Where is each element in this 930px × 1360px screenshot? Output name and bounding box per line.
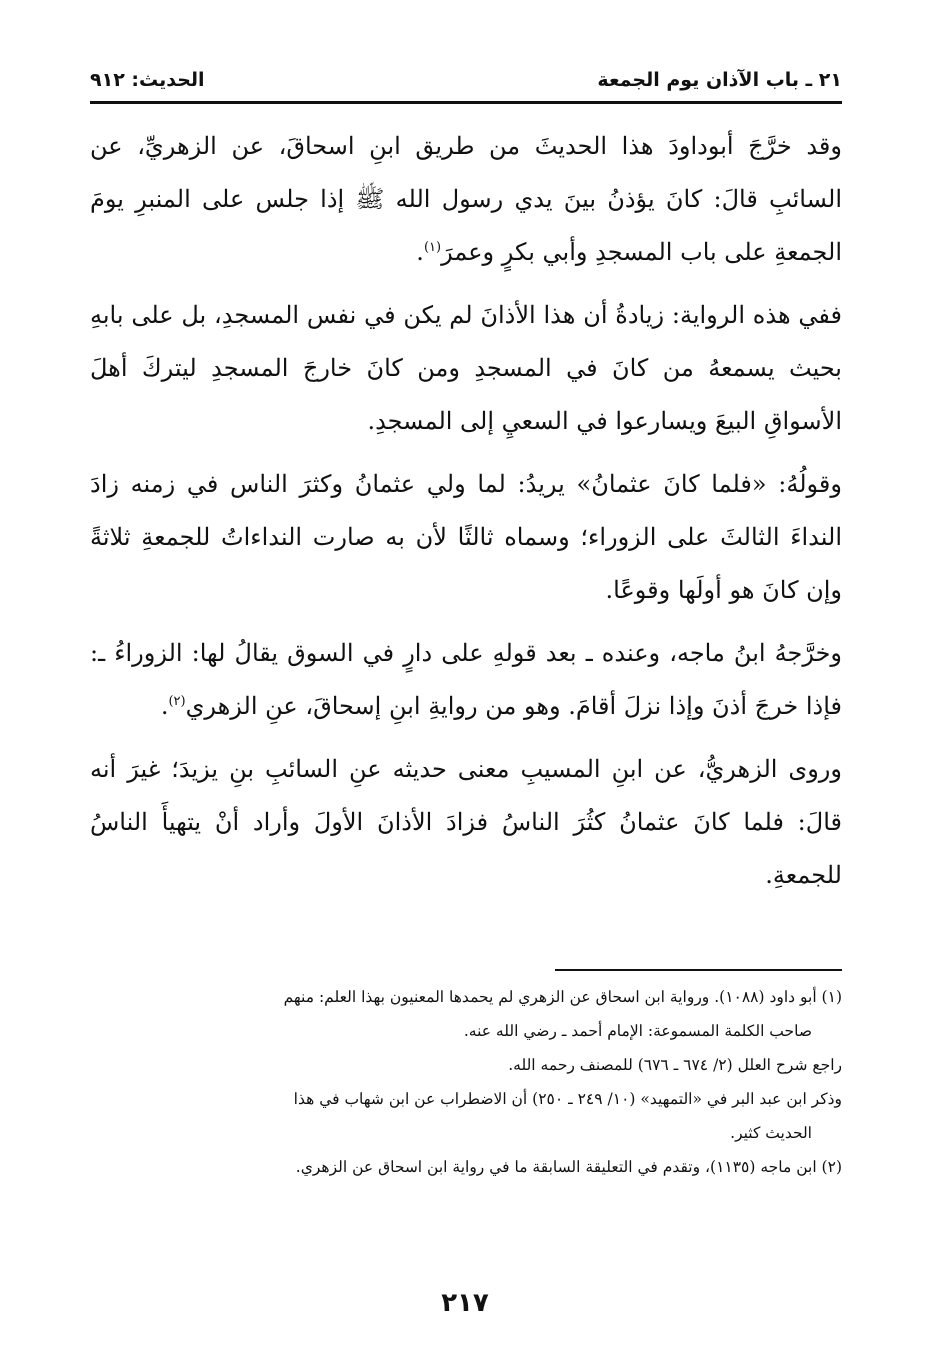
chapter-title: ٢١ ـ باب الآذان يوم الجمعة <box>597 69 842 91</box>
paragraph-text: وقد خرَّجَ أبوداودَ هذا الحديثَ من طريق ابنِ اسحاقَ، عن الزهريِّ، عن السائبِ قالَ: كانَ يؤذنُ بينَ يدي رسول الله ﷺ إذا جلس على المنبرِ يومَ الجمعةِ على باب المسجدِ وأبي بكرٍ وعمرَ <box>90 132 842 266</box>
paragraph-end: . <box>160 692 169 720</box>
paragraph <box>90 289 842 448</box>
footnote-line: صاحب الكلمة المسموعة: الإمام أحمد ـ رضي الله عنه. <box>463 1022 812 1040</box>
paragraph-text: وخرَّجهُ ابنُ ماجه، وعنده ـ بعد قولهِ على دارٍ في السوق يقالُ لها: الزوراءُ ـ: فإذا خرجَ أذنَ وإذا نزلَ أقامَ. وهو من روايةِ ابنِ إسحاقَ، عنِ الزهري <box>90 639 842 720</box>
paragraph <box>90 743 842 902</box>
paragraph-text: ففي هذه الرواية: زيادةُ أن هذا الأذانَ لم يكن في نفس المسجدِ، بل على بابهِ بحيث يسمعهُ من كانَ في المسجدِ ومن كانَ خارجَ المسجدِ ليتركَ أهلَ الأسواقِ البيعَ ويسارعوا في السعيِ إلى المسجدِ. <box>90 301 842 435</box>
footnote-ref: (١) <box>423 240 442 255</box>
paragraph <box>90 120 842 279</box>
paragraph <box>90 627 842 733</box>
running-header <box>90 62 842 98</box>
footnote-line: وذكر ابن عبد البر في «التمهيد» (١٠/ ٢٤٩ ـ ٢٥٠) أن الاضطراب عن ابن شهاب في هذا <box>293 1090 842 1108</box>
footnotes <box>100 980 842 1184</box>
footnote-line: (١) أبو داود (١٠٨٨). ورواية ابن اسحاق عن الزهري لم يحمدها المعنيون بهذا العلم: منهم <box>283 988 842 1006</box>
footnote-line: راجع شرح العلل (٢/ ٦٧٤ ـ ٦٧٦) للمصنف رحمه الله. <box>508 1056 842 1074</box>
page-number: ٢١٧ <box>441 1288 489 1318</box>
footnote-ref: (٢) <box>168 694 186 709</box>
paragraph-text: وروى الزهريُّ، عن ابنِ المسيبِ معنى حديثه عنِ السائبِ بنِ يزيدَ؛ غيرَ أنه قالَ: فلما كانَ عثمانُ كثُرَ الناسُ فزادَ الأذانَ الأولَ وأراد أنْ يتهيأَ الناسُ للجمعةِ. <box>90 755 842 889</box>
footnote-divider <box>555 969 842 971</box>
hadith-number: الحديث: ٩١٢ <box>90 69 205 91</box>
header-divider <box>90 101 842 104</box>
paragraph-end: . <box>416 238 424 266</box>
main-text <box>90 120 842 912</box>
footnote-line: (٢) ابن ماجه (١١٣٥)، وتقدم في التعليقة السابقة ما في رواية ابن اسحاق عن الزهري. <box>295 1158 842 1176</box>
paragraph <box>90 458 842 617</box>
footnote-line: الحديث كثير. <box>730 1124 812 1142</box>
paragraph-text: وقولُهُ: «فلما كانَ عثمانُ» يريدُ: لما ولي عثمانُ وكثرَ الناس في زمنه زادَ النداءَ الثالثَ على الزوراء؛ وسماه ثالثًا لأن به صارت النداءاتُ للجمعةِ ثلاثةً وإن كانَ هو أولَها وقوعًا. <box>90 470 842 604</box>
